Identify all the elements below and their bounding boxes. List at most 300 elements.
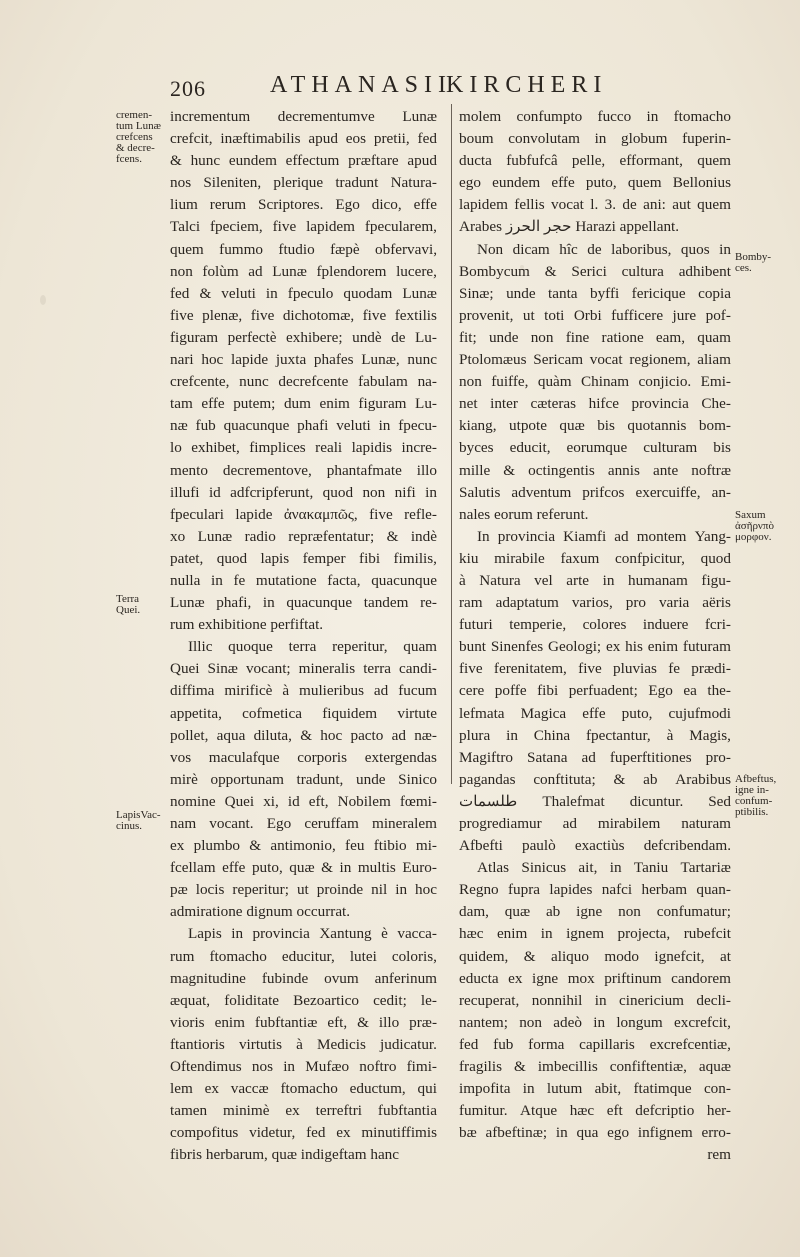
word: eductum, bbox=[349, 1080, 406, 1098]
word: 3. bbox=[604, 196, 617, 214]
margin-note-line: tum Lunæ bbox=[116, 120, 161, 132]
word: non bbox=[530, 328, 554, 346]
word: ea bbox=[683, 682, 697, 700]
text-line: rem bbox=[707, 1146, 731, 1164]
word: hunc bbox=[190, 152, 221, 170]
word: non bbox=[618, 903, 641, 921]
word: kiang, bbox=[459, 417, 497, 435]
word: his bbox=[625, 638, 643, 656]
margin-note bbox=[735, 510, 795, 543]
word: facta, bbox=[327, 571, 361, 589]
text-line bbox=[170, 680, 437, 702]
word: tamen bbox=[170, 1102, 208, 1120]
word: effe bbox=[222, 859, 246, 877]
text-line bbox=[459, 548, 731, 570]
word: tanta bbox=[548, 284, 578, 302]
word: hifce bbox=[588, 395, 619, 413]
text-line bbox=[170, 548, 437, 570]
margin-note-line: ἀσῆρνπὸ bbox=[735, 520, 774, 532]
word: veluti bbox=[221, 284, 256, 302]
word: terra bbox=[363, 660, 392, 678]
text-line bbox=[459, 261, 731, 283]
word: ad bbox=[248, 262, 263, 280]
word: provincia bbox=[252, 925, 310, 943]
word: excrefcit, bbox=[674, 1013, 731, 1031]
text-line bbox=[459, 636, 731, 658]
word: in bbox=[609, 859, 622, 877]
text-line bbox=[170, 636, 437, 658]
word: fiquidem bbox=[322, 704, 378, 722]
word: pro- bbox=[705, 748, 731, 766]
margin-note-line: Quei. bbox=[116, 604, 141, 616]
text-line bbox=[170, 460, 437, 482]
word: puto, bbox=[621, 704, 653, 722]
word: pelle, bbox=[571, 152, 606, 170]
word: boum bbox=[459, 130, 494, 148]
word: quotannis bbox=[627, 417, 687, 435]
word: candi- bbox=[399, 660, 437, 678]
word: eft, bbox=[327, 1013, 348, 1031]
text-line bbox=[459, 415, 731, 437]
word: quæ bbox=[504, 903, 531, 921]
text-line bbox=[459, 857, 731, 879]
word: humanam bbox=[627, 571, 688, 589]
text-line bbox=[170, 283, 437, 305]
page-number: 206 bbox=[170, 76, 206, 101]
word: illufi bbox=[170, 483, 200, 501]
word: mutatione bbox=[255, 571, 317, 589]
word: fimplices bbox=[249, 439, 306, 457]
word: five bbox=[578, 660, 602, 678]
word: lucere, bbox=[396, 262, 437, 280]
word: ferenitatem, bbox=[493, 660, 567, 678]
column-divider bbox=[451, 104, 452, 784]
word: præftare bbox=[348, 152, 399, 170]
word: Nobilem bbox=[337, 792, 391, 810]
word: the- bbox=[707, 682, 731, 700]
word: Ego bbox=[266, 815, 292, 832]
word: bis bbox=[597, 417, 615, 435]
word: Regno bbox=[459, 881, 499, 899]
word: Quei bbox=[224, 792, 255, 810]
word: lapides bbox=[549, 881, 593, 899]
word: an- bbox=[711, 483, 731, 501]
text-line bbox=[170, 923, 437, 945]
word: & bbox=[357, 1013, 369, 1031]
word: cultura bbox=[621, 262, 664, 280]
word: nunc bbox=[239, 373, 269, 391]
word: Lu- bbox=[415, 395, 437, 413]
word: in bbox=[378, 417, 391, 435]
word: molem bbox=[459, 108, 502, 125]
word: & bbox=[199, 284, 212, 302]
word: decli- bbox=[696, 991, 731, 1009]
word: nantem; bbox=[459, 1013, 508, 1031]
word: vaccæ bbox=[230, 1080, 269, 1098]
text-line bbox=[459, 769, 731, 791]
word: fufficere bbox=[611, 306, 664, 324]
word: plerique bbox=[273, 174, 324, 192]
word: impofita bbox=[459, 1080, 511, 1098]
word: Salutis bbox=[459, 483, 501, 501]
word: regionem, bbox=[629, 351, 691, 369]
word: exhibet, bbox=[191, 439, 240, 457]
word: in bbox=[719, 240, 731, 258]
word: plura bbox=[459, 726, 491, 744]
text-line bbox=[170, 216, 437, 238]
word: Arabibus bbox=[675, 770, 731, 788]
word: longum bbox=[616, 1013, 663, 1031]
word: Talci bbox=[170, 218, 201, 236]
word: coloris, bbox=[391, 947, 437, 965]
word: Lunæ bbox=[272, 262, 307, 280]
word: poffe bbox=[494, 682, 527, 700]
word: puto, bbox=[585, 174, 617, 192]
word: obfervavi, bbox=[375, 240, 437, 258]
word: pæ bbox=[170, 881, 188, 899]
word: montem bbox=[636, 527, 687, 545]
word: adhibent bbox=[678, 262, 731, 280]
word: ftantioris bbox=[170, 1035, 225, 1053]
word: con- bbox=[703, 1080, 731, 1098]
word: judicatur. bbox=[380, 1035, 437, 1053]
word: non bbox=[519, 1013, 542, 1031]
text-line bbox=[459, 592, 731, 614]
word: in bbox=[283, 1058, 296, 1076]
running-header bbox=[170, 72, 790, 106]
word: in bbox=[262, 594, 275, 612]
word: lapide bbox=[235, 505, 273, 523]
word: id bbox=[208, 483, 221, 501]
word: cofmetica bbox=[242, 704, 302, 722]
word: educitur, bbox=[281, 947, 335, 965]
word: induere bbox=[642, 616, 689, 634]
word: adventum bbox=[511, 483, 572, 501]
word: fellis bbox=[514, 196, 545, 214]
word: id bbox=[287, 792, 300, 810]
word: & bbox=[503, 461, 516, 479]
word: Sileniten, bbox=[203, 174, 262, 192]
word: undè bbox=[352, 328, 382, 346]
word: rerum bbox=[209, 196, 247, 214]
word: fubftantia bbox=[377, 1102, 437, 1120]
word: nam bbox=[170, 815, 197, 832]
word: in bbox=[211, 571, 223, 589]
word: enim bbox=[214, 1013, 245, 1031]
word: enim bbox=[319, 395, 350, 413]
word: ex bbox=[508, 969, 523, 987]
word: exhibere; bbox=[286, 328, 343, 346]
left-text-column bbox=[170, 106, 437, 1167]
word: dichotomæ, bbox=[282, 306, 355, 324]
text-line bbox=[170, 570, 437, 592]
word: herbam bbox=[641, 881, 688, 899]
word: lapis bbox=[260, 549, 290, 567]
word: re- bbox=[420, 594, 437, 612]
text-line bbox=[459, 128, 731, 150]
word: inæftimabilis bbox=[220, 130, 301, 148]
word: Ego bbox=[648, 682, 673, 700]
word: varios, bbox=[571, 594, 613, 612]
word: Natura bbox=[479, 571, 521, 589]
word: fed bbox=[417, 130, 437, 148]
word: Medicis bbox=[316, 1035, 366, 1053]
word: eft bbox=[606, 1102, 623, 1120]
word: figuram bbox=[358, 395, 407, 413]
word: ad bbox=[562, 815, 577, 832]
word: cujufmodi bbox=[668, 704, 731, 722]
text-line bbox=[170, 658, 437, 680]
word: in bbox=[594, 991, 607, 1009]
word: Lu- bbox=[415, 328, 437, 346]
word: à bbox=[282, 682, 290, 700]
word: reperitur, bbox=[332, 638, 388, 656]
word: eundem bbox=[228, 152, 277, 170]
word: refle- bbox=[404, 505, 437, 523]
word: fplendorem bbox=[316, 262, 387, 280]
word: magnitudine bbox=[170, 969, 246, 987]
text-line: nales eorum referunt. bbox=[459, 505, 589, 523]
word: mirificè bbox=[224, 682, 273, 700]
word: annis bbox=[607, 461, 640, 479]
word: incrementum bbox=[170, 108, 251, 125]
text-line bbox=[170, 857, 437, 879]
word: Non bbox=[477, 240, 504, 258]
word: erro- bbox=[701, 1124, 731, 1142]
word: quan- bbox=[696, 881, 731, 899]
word: recuperat, bbox=[459, 991, 520, 1009]
text-line bbox=[170, 879, 437, 901]
word: næ bbox=[170, 417, 188, 435]
text-line bbox=[459, 482, 731, 504]
word: in bbox=[540, 925, 553, 943]
word: xi, bbox=[263, 792, 279, 810]
text-line bbox=[459, 1078, 731, 1100]
word: ante bbox=[652, 461, 679, 479]
text-line bbox=[170, 349, 437, 371]
word: eft, bbox=[308, 792, 329, 810]
word: è bbox=[381, 925, 388, 943]
word: apud bbox=[308, 130, 338, 148]
word: Lunæ, bbox=[361, 351, 400, 369]
word: quod bbox=[700, 549, 731, 567]
word: infignem bbox=[637, 1124, 693, 1142]
word: fpecu- bbox=[398, 417, 437, 435]
word: mento bbox=[170, 461, 208, 479]
word: pretii, bbox=[373, 130, 410, 148]
word: repræfentatur; bbox=[288, 527, 375, 545]
text-line bbox=[170, 437, 437, 459]
word: five bbox=[362, 306, 387, 324]
word: lutum bbox=[546, 1080, 583, 1098]
word: eam, bbox=[655, 328, 686, 346]
word: nifi bbox=[394, 483, 416, 501]
word: lutei bbox=[349, 947, 377, 965]
word: in bbox=[555, 1124, 568, 1142]
word: progrediamur bbox=[459, 815, 542, 832]
text-line bbox=[170, 968, 437, 990]
text-line bbox=[459, 106, 731, 128]
word: quem bbox=[697, 196, 731, 214]
word: Ego bbox=[335, 196, 360, 214]
text-line: rum exhibitione perfiftat. bbox=[170, 616, 324, 634]
word: provincia bbox=[631, 395, 689, 413]
word: mineralis bbox=[298, 660, 356, 678]
word: fine bbox=[565, 328, 590, 346]
text-line bbox=[170, 261, 437, 283]
text-line bbox=[459, 305, 731, 327]
word: apud bbox=[407, 152, 437, 170]
word: hoc bbox=[415, 881, 437, 899]
word: effe bbox=[582, 704, 606, 722]
word: eorumque bbox=[566, 439, 628, 457]
word: Sinicus bbox=[521, 859, 567, 877]
word: & bbox=[386, 527, 399, 545]
text-line bbox=[459, 614, 731, 636]
word: vocat bbox=[551, 196, 584, 214]
word: fibi bbox=[537, 682, 559, 700]
word: næ- bbox=[414, 726, 437, 744]
word: unde bbox=[356, 770, 386, 788]
word: quacunque bbox=[223, 417, 290, 435]
word: fub bbox=[493, 1035, 514, 1053]
word: tandem bbox=[363, 594, 409, 612]
word: diffima bbox=[170, 682, 215, 700]
text-line bbox=[459, 990, 731, 1012]
word: perfuadent; bbox=[568, 682, 638, 700]
word: putem; bbox=[233, 395, 276, 413]
text-line bbox=[170, 1122, 437, 1144]
word: Yang- bbox=[694, 527, 731, 545]
margin-note-line: fcens. bbox=[116, 153, 142, 165]
word: ex bbox=[605, 638, 621, 656]
word: aut bbox=[672, 196, 691, 214]
word: ovum bbox=[324, 969, 359, 987]
word: fpecularem, bbox=[364, 218, 437, 236]
word: fubinde bbox=[261, 969, 309, 987]
word: fpeciem, bbox=[210, 218, 263, 236]
word: Sericam bbox=[533, 351, 584, 369]
word: bunt bbox=[459, 638, 487, 656]
word: in bbox=[265, 284, 278, 302]
word: forma bbox=[528, 1035, 565, 1053]
text-line bbox=[170, 239, 437, 261]
word: projecta, bbox=[617, 925, 671, 943]
word: enim bbox=[647, 638, 679, 656]
word: Sinico bbox=[398, 770, 437, 788]
margin-note bbox=[116, 110, 166, 165]
word: appetita, bbox=[170, 704, 222, 722]
word: fibi bbox=[359, 549, 381, 567]
word: igne bbox=[576, 903, 603, 921]
word: indè bbox=[410, 527, 437, 545]
margin-note-line: cinus. bbox=[116, 820, 142, 832]
word: opportunam bbox=[210, 770, 284, 788]
text-line bbox=[170, 482, 437, 504]
word: xo bbox=[170, 527, 186, 545]
margin-note bbox=[735, 774, 795, 818]
word: illo bbox=[378, 1013, 400, 1031]
word: futuram bbox=[682, 638, 731, 656]
margin-note-line: confum- bbox=[735, 795, 773, 807]
word: adeò bbox=[553, 1013, 582, 1031]
text-line bbox=[170, 592, 437, 614]
word: aliam bbox=[697, 351, 731, 369]
page-stain bbox=[40, 295, 46, 305]
word: Natura- bbox=[390, 174, 437, 192]
word: hoc bbox=[201, 351, 224, 369]
word: faxum bbox=[560, 549, 600, 567]
margin-note-line: μορφον. bbox=[735, 531, 772, 543]
word: abit, bbox=[594, 1080, 622, 1098]
text-line: fibris herbarum, quæ indigeftam hanc bbox=[170, 1146, 400, 1164]
word: fe bbox=[233, 571, 246, 589]
word: Afbefti bbox=[459, 837, 503, 855]
word: fuperftitiones bbox=[609, 748, 692, 766]
word: corporis bbox=[297, 748, 348, 766]
word: quem bbox=[170, 240, 204, 258]
header-author-last: KIRCHERI bbox=[446, 72, 608, 98]
word: proinde bbox=[316, 881, 364, 899]
margin-note-line: igne in- bbox=[735, 784, 769, 796]
word: ducta bbox=[459, 152, 492, 170]
text-line bbox=[459, 813, 731, 835]
text-line bbox=[459, 1034, 731, 1056]
word: educit, bbox=[509, 439, 551, 457]
word: octingentis bbox=[528, 461, 595, 479]
text-line bbox=[459, 946, 731, 968]
word: ram bbox=[459, 594, 483, 612]
word: fpectantur, bbox=[585, 726, 651, 744]
word: copia bbox=[698, 284, 731, 302]
word: nos bbox=[251, 1058, 274, 1076]
word: fimi- bbox=[406, 1058, 437, 1076]
word: mineralem bbox=[372, 815, 437, 832]
word: nil bbox=[371, 881, 388, 899]
text-line bbox=[459, 1100, 731, 1122]
word: Bezoartico bbox=[293, 991, 359, 1009]
word: pof- bbox=[705, 306, 731, 324]
word: vocat bbox=[589, 351, 623, 369]
word: naturam bbox=[681, 815, 731, 832]
word: priftinum bbox=[604, 969, 662, 987]
text-line bbox=[459, 1122, 731, 1144]
margin-note-line: cremen- bbox=[116, 109, 153, 121]
text-line bbox=[459, 460, 731, 482]
word: æquat, bbox=[170, 991, 211, 1009]
word: qui bbox=[417, 1080, 437, 1098]
text-line bbox=[170, 150, 437, 172]
text-line bbox=[459, 570, 731, 592]
word: radio bbox=[244, 527, 276, 545]
word: lapidem bbox=[306, 218, 355, 236]
word: igne bbox=[532, 969, 559, 987]
word: Bombycum bbox=[459, 262, 530, 280]
word: noftræ bbox=[691, 461, 731, 479]
word: noftro bbox=[359, 1058, 397, 1076]
text-line bbox=[459, 923, 731, 945]
margin-note bbox=[116, 594, 166, 616]
word: effe bbox=[551, 174, 575, 192]
word: virtutis bbox=[238, 1035, 282, 1053]
word: provincia bbox=[497, 527, 556, 545]
word: quæ bbox=[559, 417, 585, 435]
word: Thalefmat bbox=[542, 792, 605, 810]
word: confiftentiæ, bbox=[609, 1058, 687, 1076]
margin-note-line: Saxum bbox=[735, 509, 766, 521]
word: ad bbox=[373, 682, 389, 700]
word: ftatimque bbox=[633, 1080, 692, 1098]
